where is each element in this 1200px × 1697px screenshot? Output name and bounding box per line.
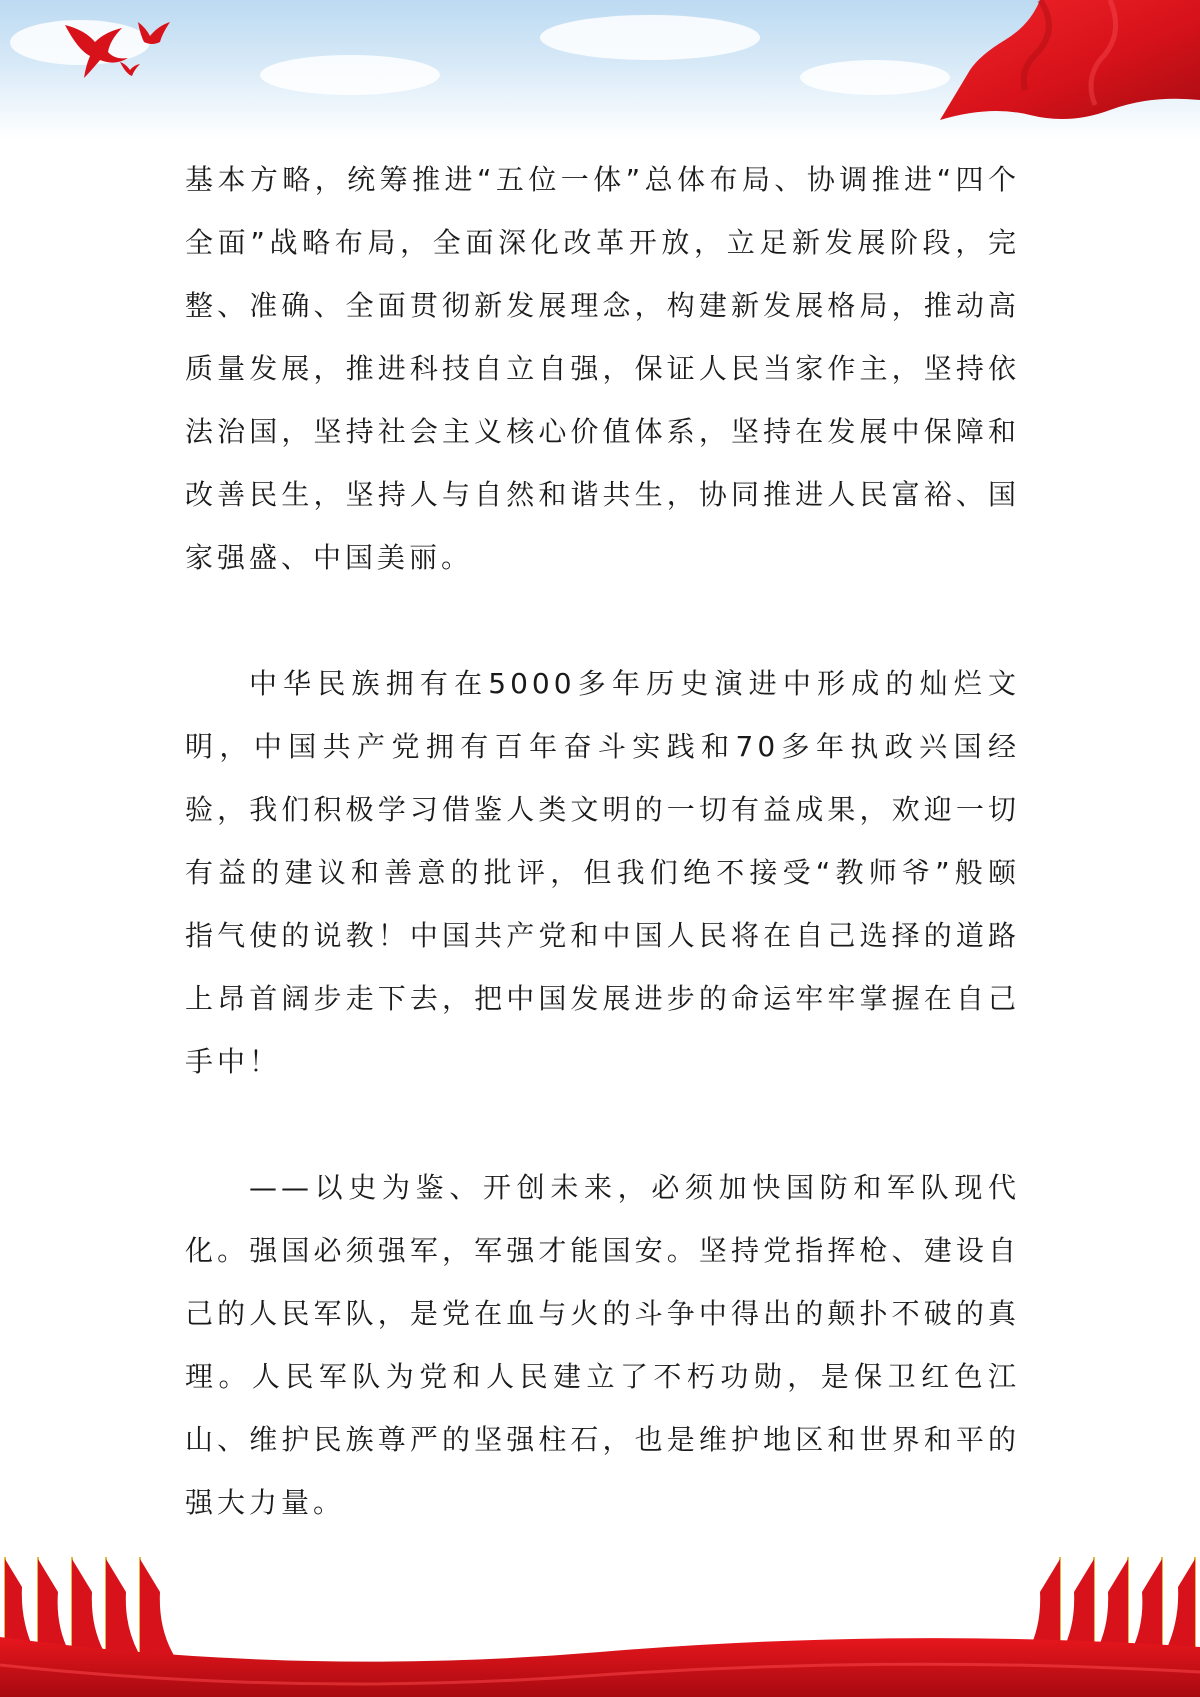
document-body bbox=[185, 148, 1020, 1534]
paragraph: 基本方略，统筹推进“五位一体”总体布局、协调推进“四个全面”战略布局，全面深化改革开放，立足新发展阶段，完整、准确、全面贯彻新发展理念，构建新发展格局，推动高质量发展，推进科技自立自强，保证人民当家作主，坚持依法治国，坚持社会主义核心价值体系，坚持在发展中保障和改善民生，坚持人与自然和谐共生，协同推进人民富裕、国家强盛、中国美丽。 bbox=[185, 163, 1020, 574]
paragraph: ——以史为鉴、开创未来，必须加快国防和军队现代化。强国必须强军，军强才能国安。坚持党指挥枪、建设自己的人民军队，是党在血与火的斗争中得出的颠扑不破的真理。人民军队为党和人民建立了不朽功勋，是保卫红色江山、维护民族尊严的坚强柱石，也是维护地区和世界和平的强大力量。 bbox=[185, 1171, 1020, 1519]
red-flag-icon bbox=[910, 0, 1200, 135]
doves-icon bbox=[60, 10, 180, 80]
cloud-shape bbox=[260, 55, 440, 95]
red-flags-row-icon bbox=[0, 1547, 1200, 1697]
cloud-shape bbox=[540, 15, 760, 60]
paragraph: 中华民族拥有在5000多年历史演进中形成的灿烂文明，中国共产党拥有百年奋斗实践和70多年执政兴国经验，我们积极学习借鉴人类文明的一切有益成果，欢迎一切有益的建议和善意的批评，但我们绝不接受“教师爷”般颐指气使的说教！中国共产党和中国人民将在自己选择的道路上昂首阔步走下去，把中国发展进步的命运牢牢掌握在自己手中！ bbox=[185, 667, 1020, 1078]
